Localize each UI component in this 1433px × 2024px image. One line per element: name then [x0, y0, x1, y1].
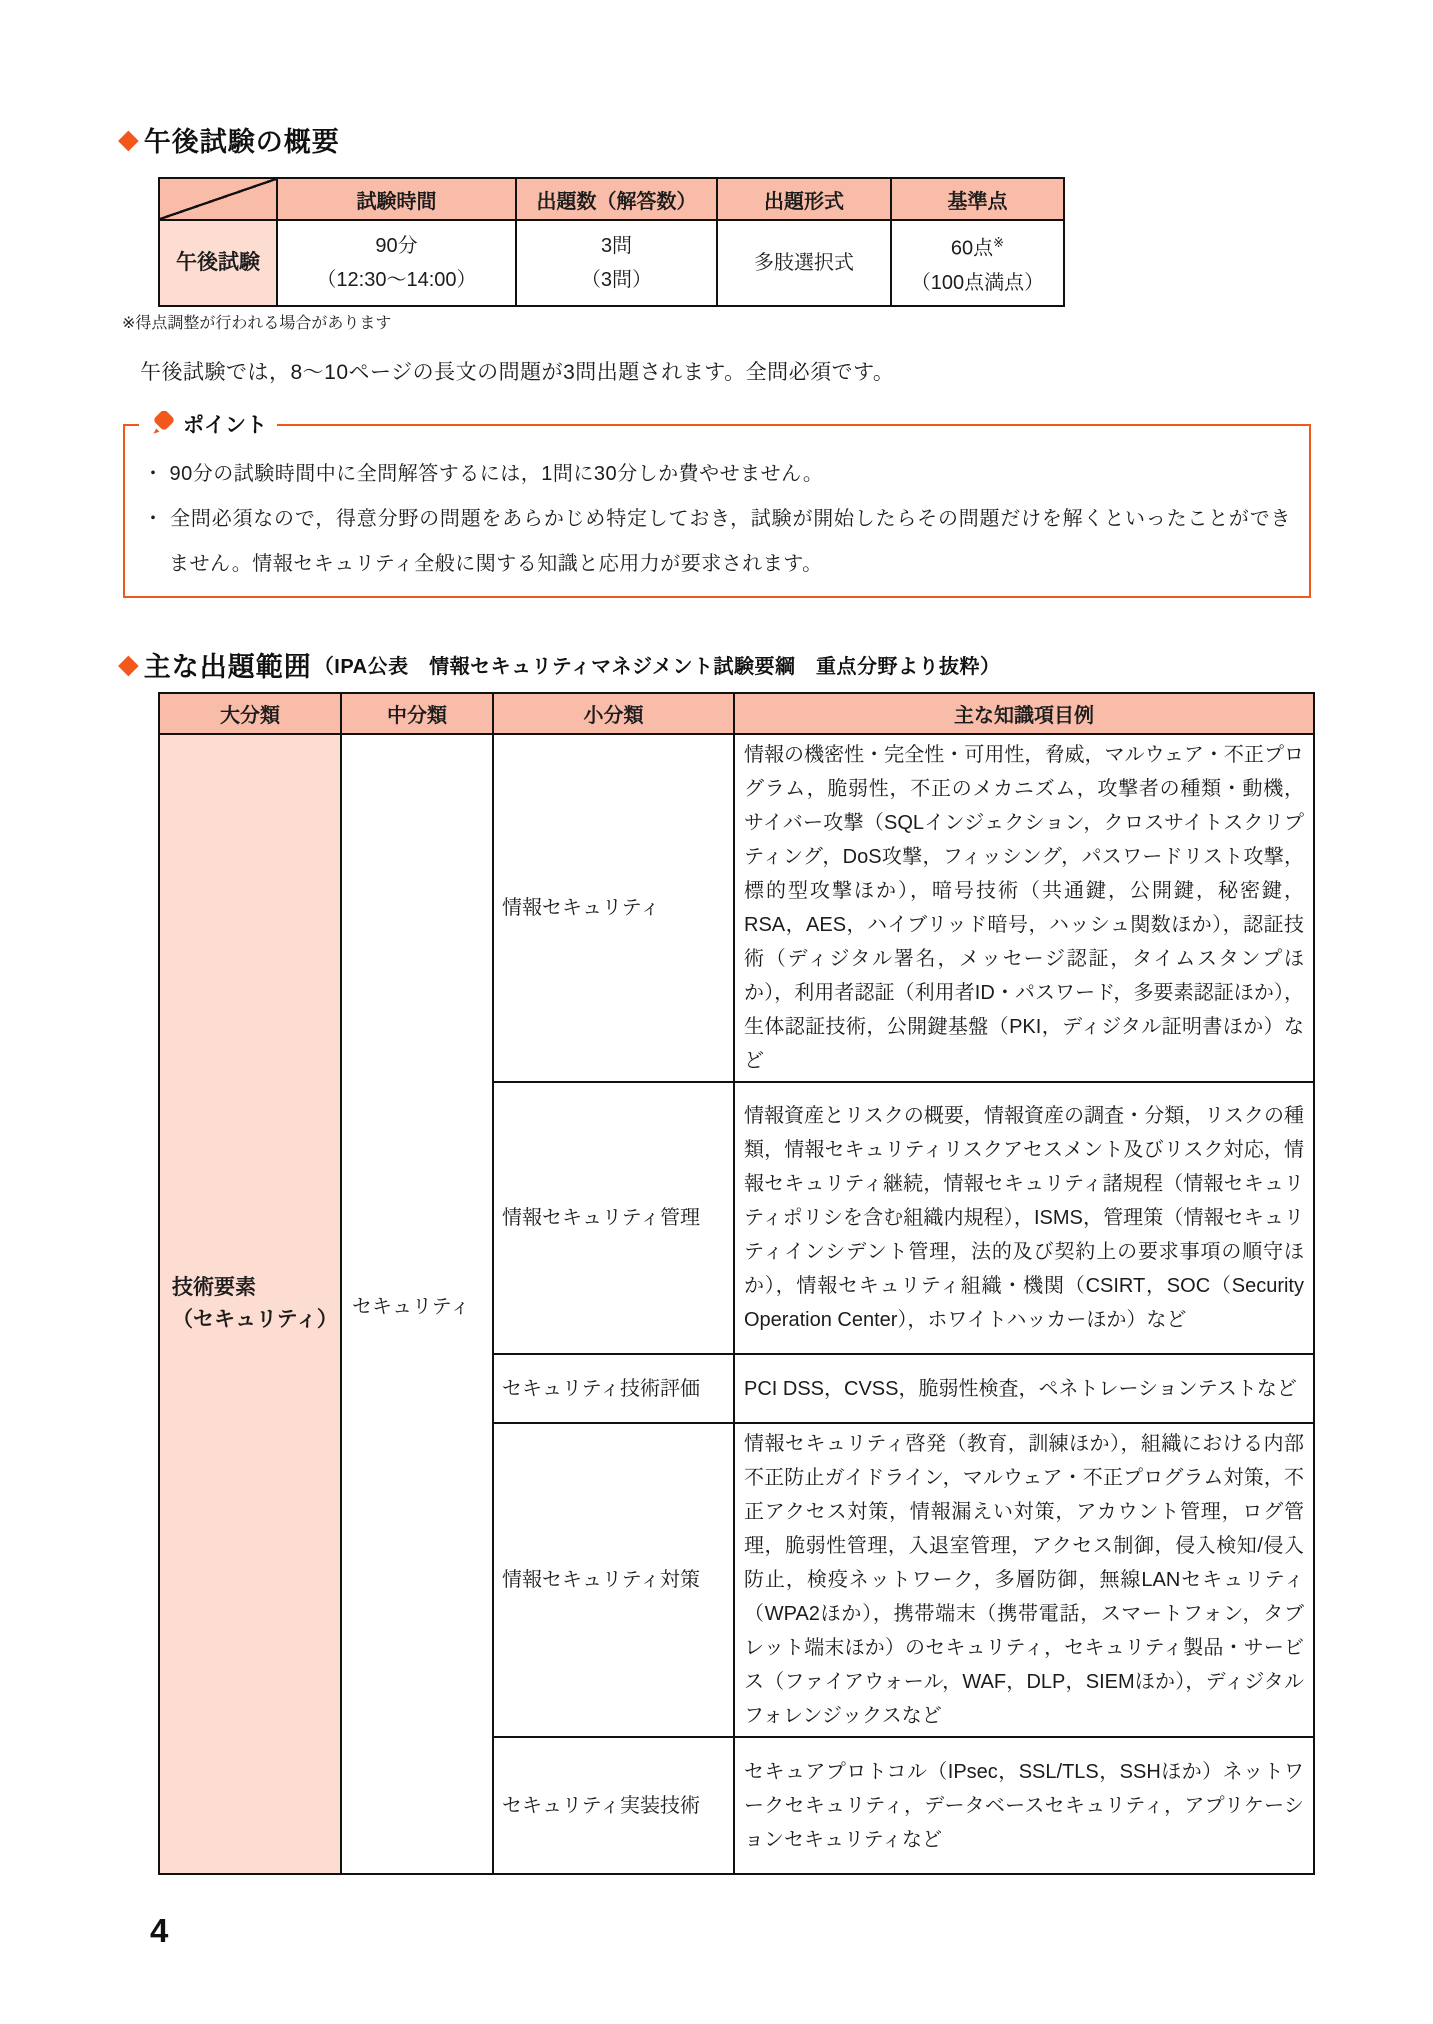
scope-table-header-row — [159, 693, 1314, 734]
header-minor-category: 小分類 — [493, 693, 734, 734]
afternoon-exam-table — [158, 177, 1065, 307]
point-box-label — [139, 409, 277, 439]
diamond-icon: ◆ — [118, 649, 140, 679]
major-category-line1: 技術要素 — [172, 1276, 256, 1299]
minor-category-cell: 情報セキュリティ — [493, 734, 734, 1082]
point-bullet-1: ・ 90分の試験時間中に全問解答するには，1問に30分しか費やせません。 — [143, 463, 824, 485]
question-count: 3問 — [600, 235, 633, 257]
major-category-line2: （セキュリティ） — [172, 1308, 338, 1331]
header-question-count: 出題数（解答数） — [516, 178, 717, 220]
knowledge-cell: 情報セキュリティ啓発（教育，訓練ほか），組織における内部不正防止ガイドライン，マルウェア・不正プログラム対策，不正アクセス対策，情報漏えい対策，アカウント管理，ログ管理，脆弱性管理，入退室管理，アクセス制御，侵入検知/侵入防止，検疫ネットワーク，多層防御，無線LANセキュリティ（WPA2ほか），携帯端末（携帯電話，スマートフォン，タブレット端末ほか）のセキュリティ，セキュリティ製品・サービス（ファイアウォール，WAF，DLP，SIEMほか），ディジタルフォレンジックスなど — [734, 1423, 1314, 1737]
section1-heading — [118, 120, 340, 159]
point-label-text: ポイント — [183, 414, 267, 437]
scope-row-information-security — [159, 734, 1314, 1082]
point-bullet-list — [125, 426, 1309, 587]
knowledge-cell: PCI DSS，CVSS，脆弱性検査，ペネトレーションテストなど — [734, 1354, 1314, 1423]
diagonal-header-cell — [159, 178, 277, 220]
exam-time-range: （12:30〜14:00） — [316, 269, 477, 291]
page-number: 4 — [150, 1912, 169, 1949]
knowledge-cell: セキュアプロトコル（IPsec，SSL/TLS，SSHほか）ネットワークセキュリティ，データベースセキュリティ，アプリケーションセキュリティなど — [734, 1737, 1314, 1874]
header-question-format: 出題形式 — [717, 178, 891, 220]
major-category-cell — [159, 734, 341, 1874]
passing-score-note-mark: ※ — [993, 235, 1005, 251]
marker-pen-icon — [149, 411, 176, 438]
exam-scope-table — [158, 692, 1315, 1875]
minor-category-cell: 情報セキュリティ管理 — [493, 1082, 734, 1354]
point-bullet-2: ・ 全問必須なので，得意分野の問題をあらかじめ特定しておき，試験が開始したらその問題だけを解くといったことができません。情報セキュリティ全般に関する知識と応用力が要求されます。 — [143, 508, 1291, 575]
answer-count: （3問） — [580, 269, 653, 291]
point-box — [123, 414, 1311, 598]
header-exam-time: 試験時間 — [277, 178, 516, 220]
passing-score-full: （100点満点） — [910, 271, 1045, 294]
cell-question-count — [516, 220, 717, 306]
minor-category-cell: セキュリティ技術評価 — [493, 1354, 734, 1423]
lead-paragraph: 午後試験では，8〜10ページの長文の問題が3問出題されます。全問必須です。 — [140, 361, 895, 384]
passing-score-value: 60点 — [950, 237, 994, 260]
score-adjustment-footnote: ※得点調整が行われる場合があります — [122, 315, 392, 332]
exam-time-minutes: 90分 — [375, 235, 418, 257]
section2-subtitle: （IPA公表 情報セキュリティマネジメント試験要綱 重点分野より抜粋） — [313, 656, 1001, 678]
knowledge-cell: 情報の機密性・完全性・可用性，脅威，マルウェア・不正プログラム，脆弱性，不正のメカニズム，攻撃者の種類・動機，サイバー攻撃（SQLインジェクション，クロスサイトスクリプティング，DoS攻撃，フィッシング，パスワードリスト攻撃，標的型攻撃ほか），暗号技術（共通鍵，公開鍵，秘密鍵，RSA，AES，ハイブリッド暗号，ハッシュ関数ほか），認証技術（ディジタル署名，メッセージ認証，タイムスタンプほか），利用者認証（利用者ID・パスワード，多要素認証ほか），生体認証技術，公開鍵基盤（PKI，ディジタル証明書ほか）など — [734, 734, 1314, 1082]
minor-category-cell: 情報セキュリティ対策 — [493, 1423, 734, 1737]
cell-passing-score — [891, 220, 1064, 306]
header-middle-category: 中分類 — [341, 693, 493, 734]
header-knowledge-examples: 主な知識項目例 — [734, 693, 1314, 734]
section2-title: 主な出題範囲 — [143, 652, 312, 682]
knowledge-cell: 情報資産とリスクの概要，情報資産の調査・分類，リスクの種類，情報セキュリティリスクアセスメント及びリスク対応，情報セキュリティ継続，情報セキュリティ諸規程（情報セキュリティポリシを含む組織内規程），ISMS，管理策（情報セキュリティインシデント管理，法的及び契約上の要求事項の順守ほか），情報セキュリティ組織・機関（CSIRT，SOC（Security Operation Center），ホワイトハッカーほか）など — [734, 1082, 1314, 1354]
diamond-icon: ◆ — [118, 124, 140, 154]
cell-question-format: 多肢選択式 — [717, 220, 891, 306]
middle-category-cell: セキュリティ — [341, 734, 493, 1874]
passing-score-line — [892, 226, 1063, 266]
minor-category-cell: セキュリティ実装技術 — [493, 1737, 734, 1874]
header-major-category: 大分類 — [159, 693, 341, 734]
section1-title: 午後試験の概要 — [143, 127, 340, 157]
row-label-afternoon-exam: 午後試験 — [159, 220, 277, 306]
exam-table-header-row — [159, 178, 1064, 220]
exam-table-data-row — [159, 220, 1064, 306]
header-passing-score: 基準点 — [891, 178, 1064, 220]
cell-exam-time — [277, 220, 516, 306]
section2-heading — [118, 645, 1001, 684]
